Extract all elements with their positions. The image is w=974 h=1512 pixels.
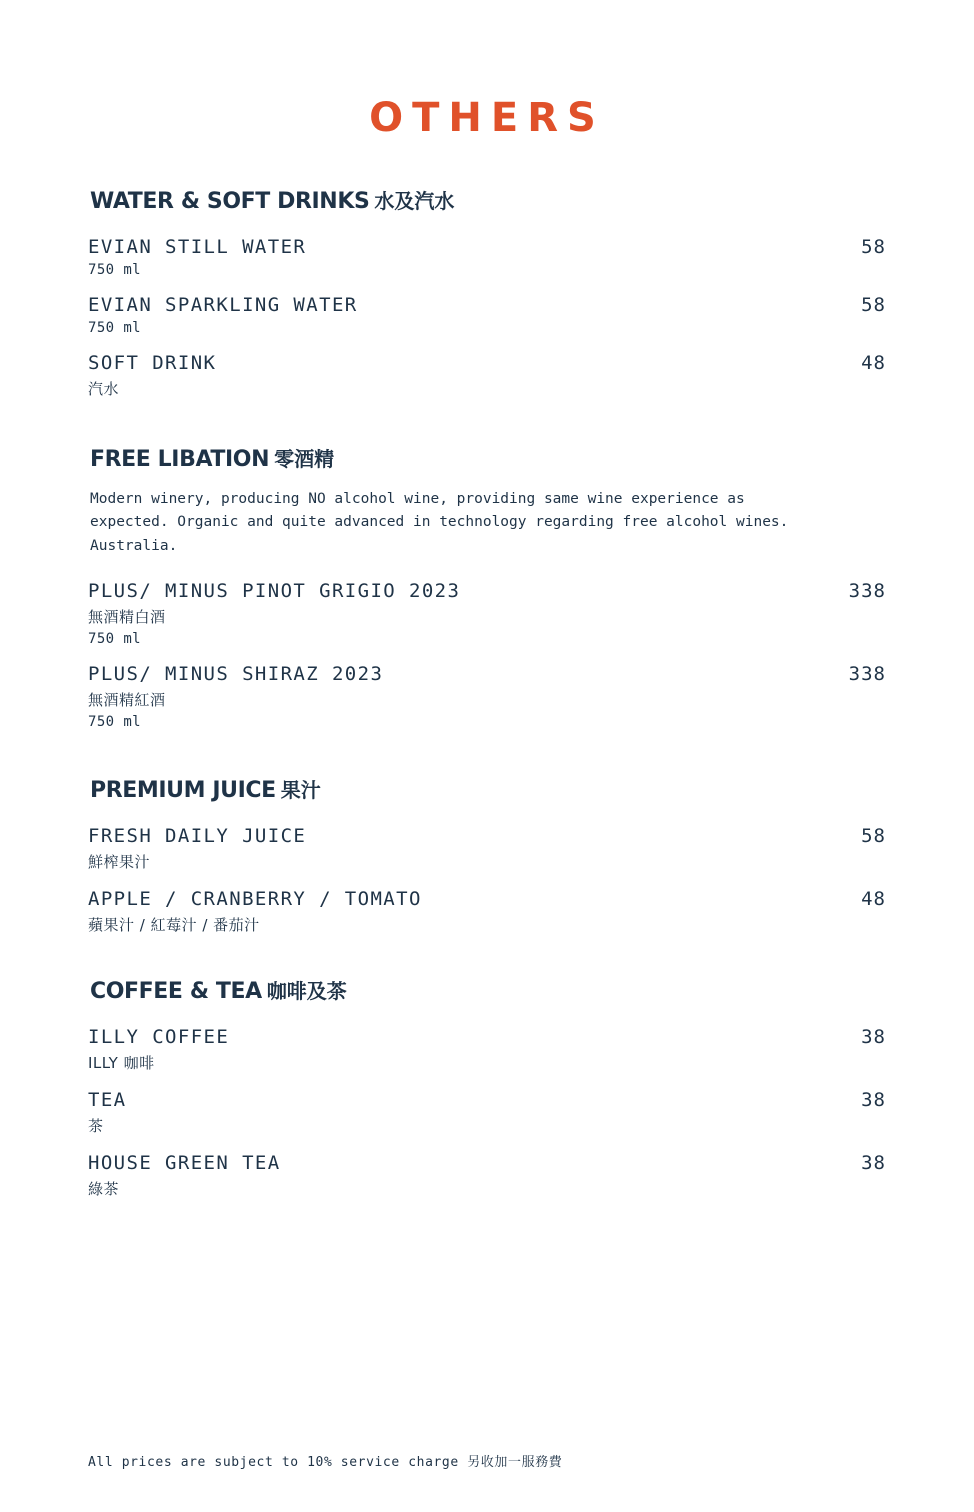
menu-item-row <box>88 1026 886 1048</box>
section-heading <box>88 443 886 472</box>
menu-item <box>88 1073 886 1136</box>
menu-item-row <box>88 294 886 316</box>
menu-item-name: TEA <box>88 1089 127 1112</box>
menu-item <box>88 564 886 647</box>
menu-item-price: 58 <box>861 294 886 316</box>
menu-item-volume: 750 ml <box>88 631 141 648</box>
menu-item <box>88 647 886 730</box>
section-heading-cjk: 零酒精 <box>274 447 335 471</box>
menu-item-price: 58 <box>861 825 886 848</box>
menu-item-price: 38 <box>861 1026 886 1049</box>
menu-item-price: 48 <box>861 352 886 374</box>
menu-item-row <box>88 236 886 258</box>
section-heading-en: PREMIUM JUICE <box>90 778 276 804</box>
menu-item-row <box>88 580 886 602</box>
menu-item-name: ILLY COFFEE <box>88 1026 230 1049</box>
menu-item <box>88 278 886 336</box>
menu-item-subtitle: 茶 <box>88 1117 104 1136</box>
menu-item-row <box>88 825 886 847</box>
menu-item <box>88 809 886 872</box>
menu-item-name: SOFT DRINK <box>88 352 217 374</box>
menu-item-subtitle: 750 ml <box>88 262 141 278</box>
menu-item-price: 38 <box>861 1152 886 1175</box>
menu-item-name: APPLE / CRANBERRY / TOMATO <box>88 888 422 911</box>
menu-item-name: FRESH DAILY JUICE <box>88 825 307 848</box>
section-heading-en: WATER & SOFT DRINKS <box>90 189 370 214</box>
section-heading-cjk: 咖啡及茶 <box>266 979 347 1004</box>
menu-item-price: 38 <box>861 1089 886 1112</box>
menu-item <box>88 1136 886 1199</box>
menu-item-row <box>88 888 886 910</box>
section-heading <box>88 975 886 1004</box>
menu-item <box>88 220 886 278</box>
section-heading-en: COFFEE & TEA <box>90 979 262 1005</box>
menu-item-name: PLUS/ MINUS PINOT GRIGIO 2023 <box>88 580 461 603</box>
menu-item-row <box>88 1089 886 1111</box>
menu-item-price: 48 <box>861 888 886 911</box>
section-heading <box>88 185 886 214</box>
menu-item-subtitle: 鮮榨果汁 <box>88 853 151 872</box>
menu-item-name: EVIAN STILL WATER <box>88 236 307 258</box>
page-title: OTHERS <box>369 95 605 141</box>
menu-item-subtitle: 無酒精紅酒 <box>88 691 166 710</box>
menu-item-subtitle: 綠茶 <box>88 1180 120 1199</box>
menu-item <box>88 336 886 399</box>
section-heading-en: FREE LIBATION <box>90 447 270 472</box>
section-heading-cjk: 水及汽水 <box>374 189 455 213</box>
menu-item <box>88 1010 886 1073</box>
section-coffee-tea <box>88 975 886 1199</box>
menu-item-price: 338 <box>848 580 886 603</box>
section-heading <box>88 774 886 803</box>
menu-item-row <box>88 663 886 685</box>
menu-item-subtitle: ILLY 咖啡 <box>88 1054 155 1073</box>
section-description: Modern winery, producing NO alcohol wine, providing same wine experience as expected. Organic and quite advanced in technology regarding free alcohol wines. Australia. <box>90 491 789 554</box>
menu-item-name: HOUSE GREEN TEA <box>88 1152 281 1175</box>
menu-item-subtitle: 蘋果汁 / 紅莓汁 / 番茄汁 <box>88 916 260 935</box>
section-heading-cjk: 果汁 <box>280 778 321 803</box>
menu-page <box>0 95 974 1512</box>
menu-item-subtitle: 無酒精白酒 <box>88 608 166 627</box>
section-free-libation <box>88 443 886 730</box>
menu-item-price: 338 <box>848 663 886 686</box>
menu-item-row <box>88 1152 886 1174</box>
menu-item-subtitle: 汽水 <box>88 380 120 398</box>
section-water-soft-drinks <box>88 185 886 399</box>
menu-item <box>88 872 886 935</box>
menu-item-name: EVIAN SPARKLING WATER <box>88 294 358 316</box>
menu-item-row <box>88 352 886 374</box>
menu-item-price: 58 <box>861 236 886 258</box>
section-premium-juice <box>88 774 886 935</box>
menu-item-subtitle: 750 ml <box>88 320 141 336</box>
menu-item-volume: 750 ml <box>88 714 141 731</box>
service-charge-note: All prices are subject to 10% service charge 另收加一服務費 <box>88 1455 563 1470</box>
menu-item-name: PLUS/ MINUS SHIRAZ 2023 <box>88 663 384 686</box>
